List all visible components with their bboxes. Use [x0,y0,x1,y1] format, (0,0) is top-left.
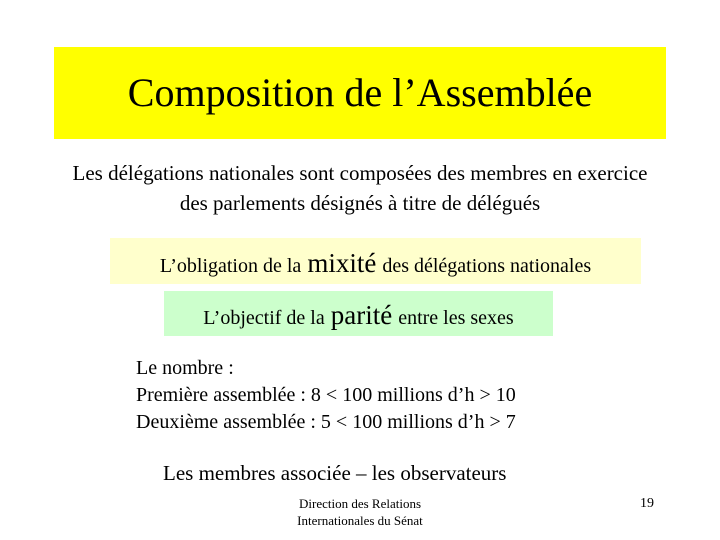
nombre-block [136,355,516,436]
parite-box [164,291,553,336]
mixite-box [110,238,641,284]
nombre-line-3: Deuxième assemblée : 5 < 100 millions d’h > 7 [136,411,516,433]
mixite-before: L’obligation de la [159,255,302,277]
intro-paragraph [20,158,700,218]
footer-line-1: Direction des Relations [298,496,422,511]
page-number: 19 [640,496,654,511]
slide-title: Composition de l’Assemblée [127,70,593,115]
title-banner [54,47,666,139]
parite-after: entre les sexes [398,307,514,329]
parite-emphasis: parité [330,300,393,330]
intro-line-1: Les délégations nationales sont composées des membres en exercice [72,161,648,185]
parite-before: L’objectif de la [203,307,325,329]
mixite-emphasis: mixité [307,248,377,278]
intro-line-2: des parlements désignés à titre de délégués [179,191,541,215]
membres-text: Les membres associée – les observateurs [163,461,507,485]
footer-line-2: Internationales du Sénat [297,513,423,528]
footer-source [285,495,435,529]
mixite-after: des délégations nationales [382,255,592,277]
nombre-line-2: Première assemblée : 8 < 100 millions d’h > 10 [136,384,516,406]
nombre-line-1: Le nombre : [136,357,234,379]
